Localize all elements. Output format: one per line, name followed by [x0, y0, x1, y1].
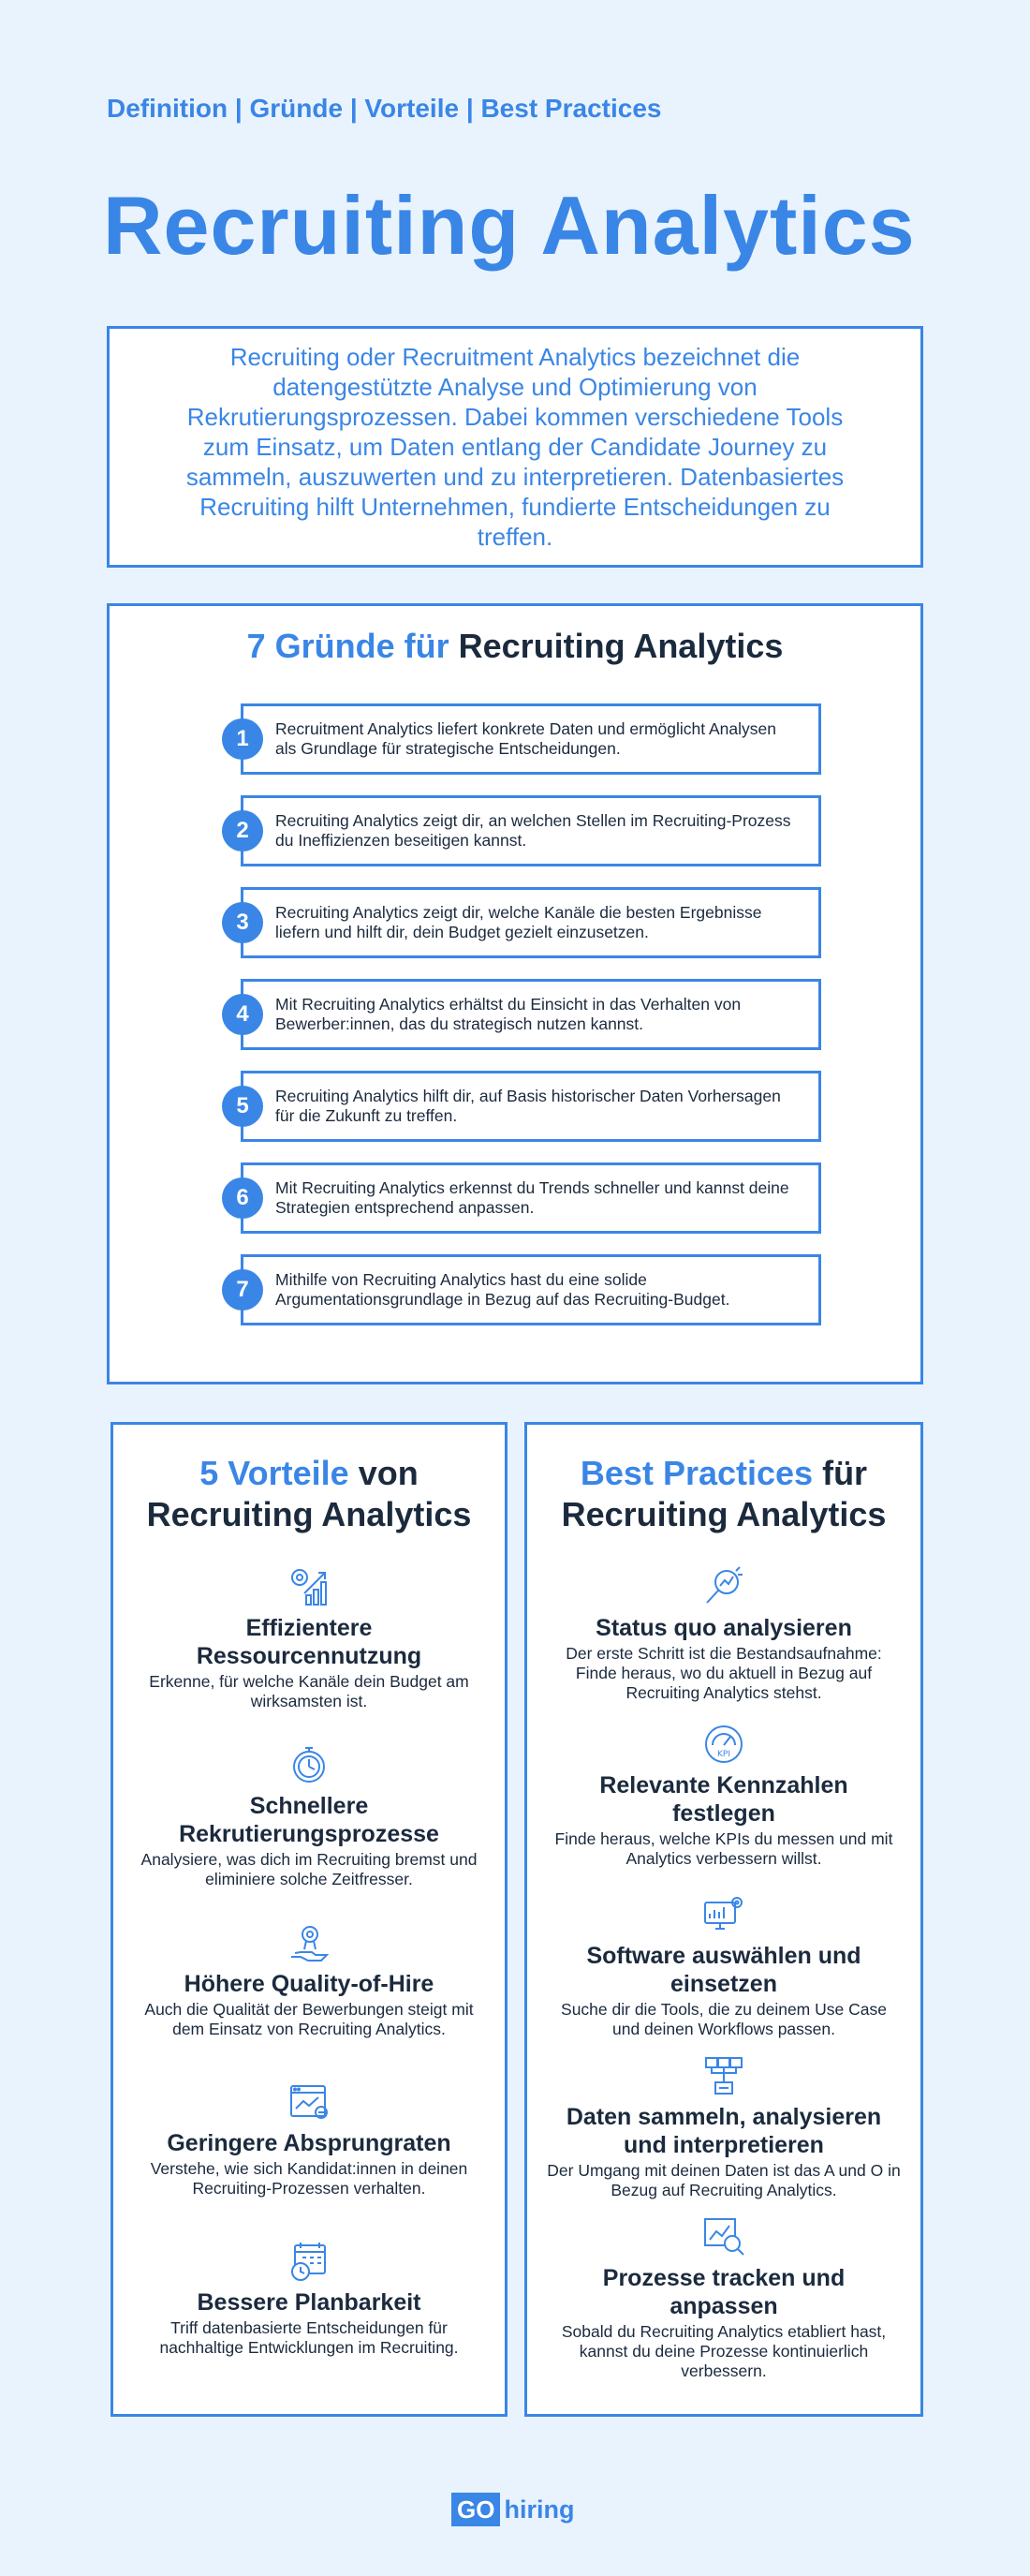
reason-number-badge: 1: [222, 718, 263, 760]
best-practice-desc: Suche dir die Tools, die zu deinem Use Case und deinen Workflows passen.: [561, 2000, 887, 2038]
advantages-heading-accent: 5 Vorteile: [199, 1454, 349, 1492]
advantages-heading-rest1: von: [358, 1454, 419, 1492]
reason-item: [222, 979, 821, 1050]
reason-text: Mit Recruiting Analytics erkennst du Trends schneller und kannst deine Strategien entsprechend anpassen.: [241, 1162, 821, 1234]
best-practices-box: [524, 1422, 923, 2417]
best-practice-item: [527, 2054, 920, 2200]
advantage-desc: Erkenne, für welche Kanäle dein Budget am wirksamsten ist.: [149, 1672, 469, 1710]
efficiency-chart-icon: [287, 1565, 331, 1608]
gohiring-logo: [451, 2492, 574, 2527]
data-network-icon: [702, 2054, 745, 2097]
advantage-item: [113, 1921, 505, 2039]
advantages-heading-rest2: Recruiting Analytics: [146, 1495, 472, 1533]
reason-number-badge: 5: [222, 1086, 263, 1127]
reason-number-badge: 2: [222, 810, 263, 851]
kpi-gauge-icon: [702, 1723, 745, 1766]
best-practice-item: [527, 1893, 920, 2039]
reasons-heading-accent: 7 Gründe für: [246, 627, 449, 665]
intro-text: Recruiting oder Recruitment Analytics bezeichnet die datengestützte Analyse und Optimierung von Rekrutierungsprozessen. Dabei kommen verschiedene Tools zum Einsatz, um Daten entlang der Candidate Journey zu sammeln, auszuwerten und zu interpretieren. Datenbasiertes Recruiting hilft Unternehmen, fundierte Entscheidungen zu treffen.: [185, 343, 845, 551]
reasons-box: [107, 603, 923, 1384]
best-practice-title: Software auswählen und einsetzen: [586, 1943, 861, 1997]
advantage-desc: Auch die Qualität der Bewerbungen steigt mit dem Einsatz von Recruiting Analytics.: [144, 2000, 474, 2038]
svg-text:KPI: KPI: [717, 1750, 730, 1759]
reason-item: [222, 887, 821, 958]
advantages-heading: [113, 1453, 505, 1535]
advantage-desc: Triff datenbasierte Entscheidungen für nachhaltige Entwicklungen im Recruiting.: [159, 2318, 459, 2357]
reason-item: [222, 1162, 821, 1234]
reasons-heading: [110, 627, 920, 666]
advantage-title: Höhere Quality-of-Hire: [184, 1971, 434, 1997]
advantage-title: Geringere Absprungraten: [167, 2130, 451, 2156]
stopwatch-icon: [287, 1743, 331, 1786]
best-practices-heading-accent: Best Practices: [580, 1454, 814, 1492]
reason-number-badge: 3: [222, 902, 263, 943]
reasons-list: [222, 703, 821, 1346]
best-practice-title: Relevante Kennzahlen festlegen: [599, 1772, 848, 1827]
reason-number-badge: 6: [222, 1177, 263, 1219]
calendar-clock-icon: [287, 2240, 331, 2283]
best-practice-desc: Finde heraus, welche KPIs du messen und mit Analytics verbessern willst.: [554, 1829, 893, 1868]
advantages-box: [110, 1422, 508, 2417]
page-title: Recruiting Analytics: [103, 179, 916, 272]
best-practice-item: [527, 1723, 920, 1869]
reason-text: Recruitment Analytics liefert konkrete Daten und ermöglicht Analysen als Grundlage für strategische Entscheidungen.: [241, 703, 821, 775]
reason-text: Recruiting Analytics zeigt dir, an welchen Stellen im Recruiting-Prozess du Ineffizienzen beseitigen kannst.: [241, 795, 821, 866]
magnifier-chart-icon: [702, 1565, 745, 1608]
advantage-item: [113, 2240, 505, 2358]
monitor-gear-icon: [702, 1893, 745, 1936]
advantage-item: [113, 1565, 505, 1711]
best-practices-heading: [527, 1453, 920, 1535]
best-practice-desc: Der erste Schritt ist die Bestandsaufnahme: Finde heraus, wo du aktuell in Bezug auf Recruiting Analytics stehst.: [566, 1644, 882, 1702]
advantage-item: [113, 1743, 505, 1889]
reason-item: [222, 795, 821, 866]
reason-text: Mithilfe von Recruiting Analytics hast du eine solide Argumentationsgrundlage in Bezug auf das Recruiting-Budget.: [241, 1254, 821, 1325]
best-practice-desc: Der Umgang mit deinen Daten ist das A und O in Bezug auf Recruiting Analytics.: [547, 2161, 901, 2199]
advantage-title: Effizientere Ressourcennutzung: [196, 1615, 422, 1669]
chart-magnifier-icon: [702, 2215, 745, 2258]
advantage-title: Schnellere Rekrutierungsprozesse: [179, 1793, 439, 1847]
advantage-desc: Analysiere, was dich im Recruiting bremst und eliminiere solche Zeitfresser.: [140, 1850, 478, 1888]
reasons-heading-rest: Recruiting Analytics: [458, 627, 784, 665]
advantage-title: Bessere Planbarkeit: [197, 2289, 421, 2316]
advantage-item: [113, 2080, 505, 2198]
advantage-desc: Verstehe, wie sich Kandidat:innen in deinen Recruiting-Prozessen verhalten.: [150, 2159, 468, 2198]
reason-text: Recruiting Analytics hilft dir, auf Basis historischer Daten Vorhersagen für die Zukunft zu treffen.: [241, 1071, 821, 1142]
logo-hiring-text: hiring: [504, 2495, 575, 2524]
best-practice-desc: Sobald du Recruiting Analytics etabliert hast, kannst du deine Prozesse kontinuierlich verbessern.: [561, 2322, 887, 2380]
best-practice-item: [527, 1565, 920, 1703]
header-subtitle: Definition | Gründe | Vorteile | Best Practices: [107, 94, 662, 123]
best-practice-title: Status quo analysieren: [596, 1615, 852, 1641]
logo-go-mark: GO: [451, 2493, 500, 2526]
reason-text: Mit Recruiting Analytics erhältst du Einsicht in das Verhalten von Bewerber:innen, das du strategisch nutzen kannst.: [241, 979, 821, 1050]
browser-chart-icon: [287, 2080, 331, 2124]
best-practice-item: [527, 2215, 920, 2381]
best-practices-heading-rest2: Recruiting Analytics: [561, 1495, 887, 1533]
reason-number-badge: 4: [222, 994, 263, 1035]
best-practice-title: Daten sammeln, analysieren und interpretieren: [566, 2104, 882, 2158]
reason-item: [222, 1071, 821, 1142]
best-practice-title: Prozesse tracken und anpassen: [602, 2265, 846, 2319]
hand-award-icon: [287, 1921, 331, 1964]
reason-item: [222, 1254, 821, 1325]
reason-number-badge: 7: [222, 1269, 263, 1310]
reason-item: [222, 703, 821, 775]
intro-box: [107, 326, 923, 568]
reason-text: Recruiting Analytics zeigt dir, welche Kanäle die besten Ergebnisse liefern und hilft dir, dein Budget gezielt einzusetzen.: [241, 887, 821, 958]
best-practices-heading-rest1: für: [822, 1454, 868, 1492]
